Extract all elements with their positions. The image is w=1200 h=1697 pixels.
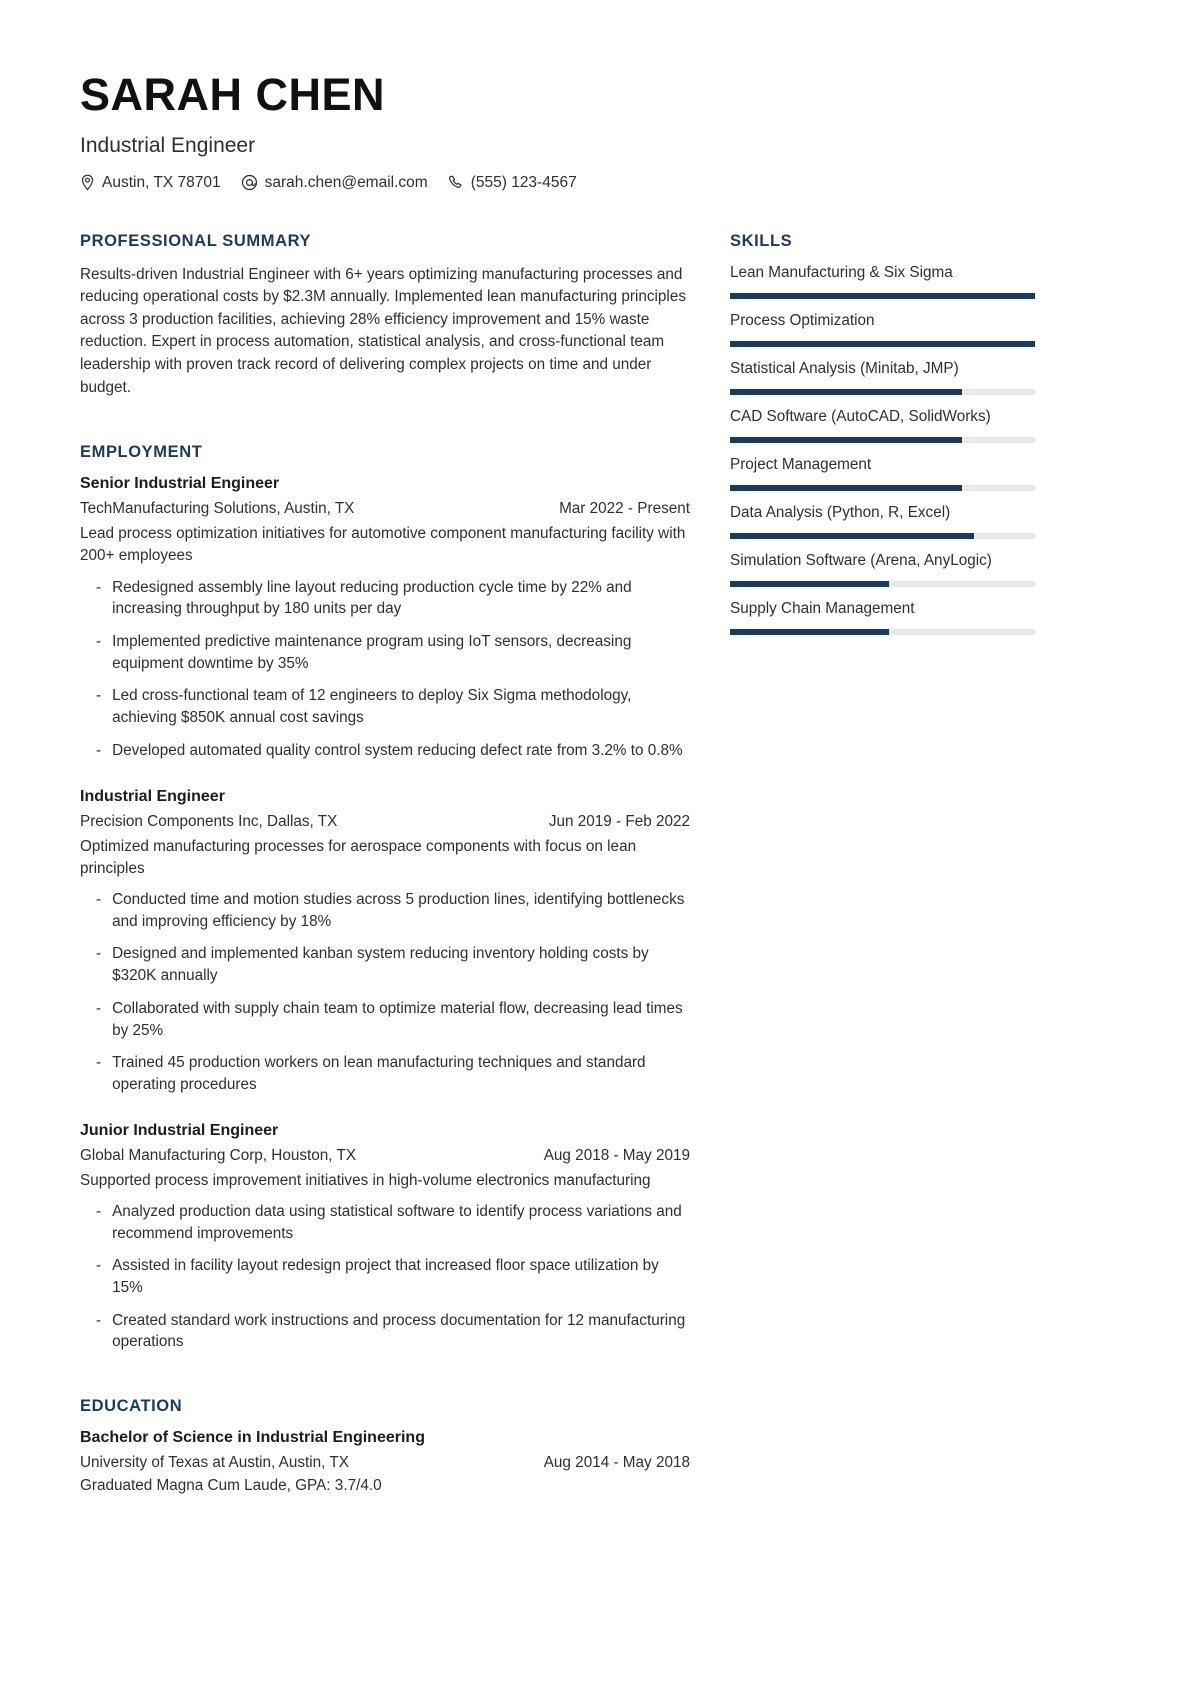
skill-name: Supply Chain Management	[730, 599, 915, 617]
employment-company: TechManufacturing Solutions, Austin, TX	[80, 500, 355, 518]
skill-name: Lean Manufacturing & Six Sigma	[730, 263, 953, 281]
employment-meta	[80, 500, 690, 518]
bullet-dash-icon: -	[96, 1257, 102, 1275]
employment-bullet-text: Created standard work instructions and process documentation for 12 manufacturing operations	[112, 1311, 686, 1351]
section-title-education: EDUCATION	[80, 1397, 183, 1416]
bullet-dash-icon: -	[96, 945, 102, 963]
skill-level-fill	[730, 293, 1035, 299]
skills-list	[730, 264, 1035, 635]
spacer	[80, 1353, 690, 1397]
skill-level-fill	[730, 581, 889, 587]
main-column	[80, 232, 690, 1496]
employment-bullet	[80, 998, 690, 1041]
education-degree: Bachelor of Science in Industrial Engineering	[80, 1429, 425, 1447]
contact-email	[241, 174, 428, 192]
bullet-dash-icon: -	[96, 890, 102, 908]
skill-level-track	[730, 629, 1035, 635]
side-column	[730, 232, 1035, 1496]
candidate-job-title: Industrial Engineer	[80, 133, 256, 157]
employment-description: Lead process optimization initiatives for automotive component manufacturing facility with 200+ employees	[80, 525, 686, 565]
resume-header	[80, 70, 1122, 192]
skill-name: Simulation Software (Arena, AnyLogic)	[730, 551, 992, 569]
education-entry	[80, 1429, 690, 1495]
skill-item	[730, 504, 1035, 539]
contact-phone-text: (555) 123-4567	[470, 173, 577, 191]
employment-meta	[80, 1147, 690, 1165]
bullet-dash-icon: -	[96, 1054, 102, 1072]
skill-level-track	[730, 341, 1035, 347]
skill-level-track	[730, 485, 1035, 491]
employment-bullet-text: Developed automated quality control system reducing defect rate from 3.2% to 0.8%	[112, 741, 683, 759]
employment-bullet-text: Led cross-functional team of 12 engineers to deploy Six Sigma methodology, achieving $850K annual cost savings	[112, 687, 632, 727]
employment-bullet	[80, 1310, 690, 1353]
skill-item	[730, 264, 1035, 299]
email-at-icon	[241, 174, 258, 191]
section-title-skills: SKILLS	[730, 231, 793, 250]
employment-bullet	[80, 631, 690, 674]
employment-bullet	[80, 577, 690, 620]
employment-role: Senior Industrial Engineer	[80, 475, 280, 493]
employment-entry	[80, 475, 690, 761]
section-title-employment: EMPLOYMENT	[80, 443, 203, 462]
skill-name: Data Analysis (Python, R, Excel)	[730, 503, 951, 521]
skill-level-track	[730, 581, 1035, 587]
employment-bullet	[80, 1255, 690, 1298]
employment-description: Supported process improvement initiatives in high-volume electronics manufacturing	[80, 1171, 651, 1189]
education-dates: Aug 2014 - May 2018	[543, 1454, 690, 1472]
employment-bullet-list	[80, 889, 690, 1096]
employment-bullet-text: Designed and implemented kanban system reducing inventory holding costs by $320K annually	[112, 945, 649, 985]
employment-bullet	[80, 740, 690, 762]
contact-location	[80, 174, 221, 192]
employment-bullet-text: Implemented predictive maintenance program using IoT sensors, decreasing equipment downtime by 35%	[112, 633, 632, 672]
candidate-name: SARAH CHEN	[80, 69, 386, 120]
skill-level-track	[730, 389, 1035, 395]
skill-item	[730, 360, 1035, 395]
employment-bullet-text: Redesigned assembly line layout reducing production cycle time by 22% and increasing throughput by 180 units per day	[112, 578, 632, 618]
employment-dates: Aug 2018 - May 2019	[543, 1146, 690, 1164]
skill-level-fill	[730, 533, 974, 539]
employment-meta	[80, 813, 690, 831]
skill-name: CAD Software (AutoCAD, SolidWorks)	[730, 407, 991, 425]
resume-body	[80, 232, 1122, 1496]
education-school: University of Texas at Austin, Austin, TX	[80, 1454, 349, 1472]
bullet-dash-icon: -	[96, 1202, 102, 1220]
employment-role: Industrial Engineer	[80, 787, 225, 805]
employment-entry	[80, 788, 690, 1096]
skill-item	[730, 312, 1035, 347]
contact-phone	[448, 174, 577, 192]
employment-bullet	[80, 889, 690, 932]
education-note: Graduated Magna Cum Laude, GPA: 3.7/4.0	[80, 1477, 382, 1495]
skill-level-fill	[730, 629, 889, 635]
employment-bullet	[80, 685, 690, 728]
employment-role: Junior Industrial Engineer	[80, 1121, 279, 1139]
skill-level-fill	[730, 437, 962, 443]
bullet-dash-icon: -	[96, 578, 102, 596]
skill-level-track	[730, 293, 1035, 299]
section-professional-summary	[80, 232, 690, 400]
contact-email-text: sarah.chen@email.com	[264, 173, 428, 191]
employment-bullet-text: Assisted in facility layout redesign project that increased floor space utilization by 15%	[112, 1257, 659, 1297]
employment-bullet-text: Conducted time and motion studies across 5 production lines, identifying bottlenecks and improving efficiency by 18%	[112, 890, 685, 930]
bullet-dash-icon: -	[96, 633, 102, 651]
bullet-dash-icon: -	[96, 687, 102, 705]
education-list	[80, 1429, 690, 1495]
section-education	[80, 1397, 690, 1495]
employment-bullet	[80, 943, 690, 986]
employment-dates: Mar 2022 - Present	[559, 500, 690, 518]
contact-location-text: Austin, TX 78701	[102, 173, 221, 191]
employment-dates: Jun 2019 - Feb 2022	[548, 812, 690, 830]
contact-row	[80, 174, 1122, 192]
employment-bullet	[80, 1052, 690, 1095]
bullet-dash-icon: -	[96, 999, 102, 1017]
skill-level-fill	[730, 485, 962, 491]
skill-level-track	[730, 437, 1035, 443]
skill-name: Project Management	[730, 455, 872, 473]
employment-list	[80, 475, 690, 1353]
education-meta	[80, 1454, 690, 1472]
spacer	[80, 399, 690, 443]
skill-level-fill	[730, 341, 1035, 347]
summary-text: Results-driven Industrial Engineer with 6+ years optimizing manufacturing processes and reducing operational costs by $2.3M annually. Implemented lean manufacturing principles across 3 production facilities, achieving 28% efficiency improvement and 15% waste reduction. Expert in process automation, statistical analysis, and cross-functional team leadership with proven track record of delivering complex projects on time and under budget.	[80, 265, 686, 396]
employment-bullet	[80, 1201, 690, 1244]
skill-name: Statistical Analysis (Minitab, JMP)	[730, 359, 959, 377]
employment-bullet-text: Trained 45 production workers on lean manufacturing techniques and standard operating procedures	[112, 1054, 646, 1093]
section-employment	[80, 443, 690, 1353]
skill-item	[730, 408, 1035, 443]
skill-item	[730, 552, 1035, 587]
skill-item	[730, 600, 1035, 635]
employment-bullet-list	[80, 577, 690, 762]
section-skills	[730, 232, 1035, 635]
employment-description: Optimized manufacturing processes for aerospace components with focus on lean principles	[80, 837, 637, 877]
employment-company: Global Manufacturing Corp, Houston, TX	[80, 1146, 357, 1164]
employment-entry	[80, 1122, 690, 1353]
employment-bullet-list	[80, 1201, 690, 1353]
skill-level-fill	[730, 389, 962, 395]
bullet-dash-icon: -	[96, 1311, 102, 1329]
phone-icon	[448, 174, 464, 191]
employment-bullet-text: Analyzed production data using statistical software to identify process variations and recommend improvements	[112, 1202, 682, 1242]
location-pin-icon	[80, 174, 95, 191]
section-title-summary: PROFESSIONAL SUMMARY	[80, 231, 312, 250]
skill-level-track	[730, 533, 1035, 539]
employment-company: Precision Components Inc, Dallas, TX	[80, 812, 338, 830]
skill-item	[730, 456, 1035, 491]
bullet-dash-icon: -	[96, 741, 102, 759]
skill-name: Process Optimization	[730, 311, 875, 329]
employment-bullet-text: Collaborated with supply chain team to optimize material flow, decreasing lead times by 25%	[112, 999, 683, 1039]
